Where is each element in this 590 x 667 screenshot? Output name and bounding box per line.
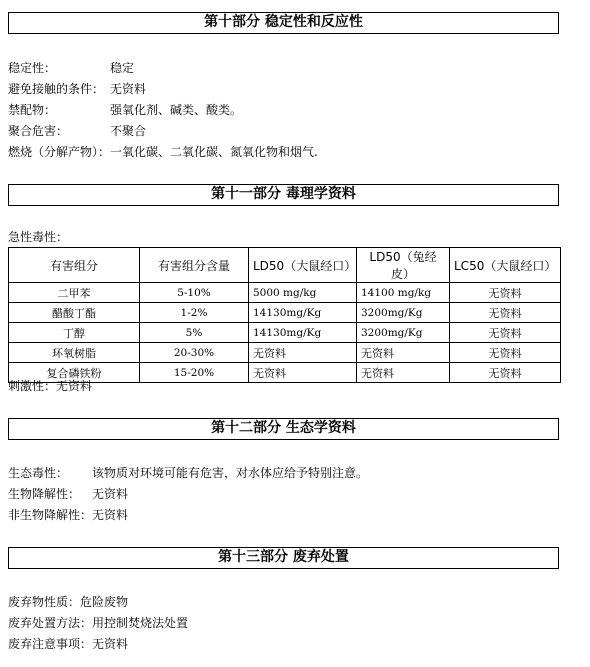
row-key: 稳定性： bbox=[8, 61, 57, 75]
col-header: LC50（大鼠经口） bbox=[450, 248, 561, 283]
biodegradability-row bbox=[8, 486, 129, 502]
cell-content: 1-2% bbox=[140, 303, 249, 323]
col-header: 有害组分含量 bbox=[140, 248, 249, 283]
cell-ld50-dermal: 无资料 bbox=[357, 363, 450, 383]
row-key: 禁配物： bbox=[8, 103, 57, 117]
disposal-notes-row bbox=[8, 636, 128, 652]
cell-component: 二甲苯 bbox=[9, 283, 140, 303]
cell-ld50-dermal: 无资料 bbox=[357, 343, 450, 363]
cell-ld50-dermal: 14100 mg/kg bbox=[357, 283, 450, 303]
table-header-row bbox=[9, 248, 561, 283]
row-value: 不聚合 bbox=[110, 124, 147, 138]
col-header: 有害组分 bbox=[9, 248, 140, 283]
row-value: 该物质对环境可能有危害，对水体应给予特别注意。 bbox=[92, 466, 369, 480]
cell-ld50-dermal: 3200mg/Kg bbox=[357, 303, 450, 323]
cell-lc50: 无资料 bbox=[450, 323, 561, 343]
cell-ld50-oral: 无资料 bbox=[249, 363, 357, 383]
row-key: 废弃处置方法： bbox=[8, 616, 93, 630]
cell-ld50-oral: 5000 mg/kg bbox=[249, 283, 357, 303]
cell-component: 醋酸丁酯 bbox=[9, 303, 140, 323]
row-value: 一氧化碳、二氧化碳、氮氧化物和烟气. bbox=[110, 145, 318, 159]
irritation-line: 刺激性：无资料 bbox=[8, 379, 93, 393]
section-12-title: 第十二部分 生态学资料 bbox=[8, 418, 559, 440]
combustion-row bbox=[8, 144, 318, 160]
section-13-title: 第十三部分 废弃处置 bbox=[8, 547, 559, 569]
cell-lc50: 无资料 bbox=[450, 363, 561, 383]
col-header: LD50（兔经皮） bbox=[357, 248, 450, 283]
row-key: 废弃注意事项： bbox=[8, 637, 93, 651]
cell-component: 复合磷铁粉 bbox=[9, 363, 140, 383]
table-row bbox=[9, 283, 561, 303]
cell-content: 20-30% bbox=[140, 343, 249, 363]
cell-ld50-dermal: 3200mg/Kg bbox=[357, 323, 450, 343]
cell-component: 丁醇 bbox=[9, 323, 140, 343]
row-key: 生态毒性： bbox=[8, 466, 69, 480]
disposal-method-row bbox=[8, 615, 188, 631]
table-row bbox=[9, 343, 561, 363]
row-value: 无资料 bbox=[92, 637, 129, 651]
row-value: 危险废物 bbox=[80, 595, 129, 609]
conditions-row bbox=[8, 81, 147, 97]
cell-content: 15-20% bbox=[140, 363, 249, 383]
row-value: 强氧化剂、碱类、酸类。 bbox=[110, 103, 243, 117]
row-key: 燃烧（分解产物）： bbox=[8, 145, 111, 159]
stability-row bbox=[8, 60, 135, 76]
col-header: LD50（大鼠经口） bbox=[249, 248, 357, 283]
section-11-title: 第十一部分 毒理学资料 bbox=[8, 184, 559, 206]
ecotoxicity-row bbox=[8, 465, 369, 481]
cell-content: 5-10% bbox=[140, 283, 249, 303]
cell-lc50: 无资料 bbox=[450, 343, 561, 363]
row-key: 非生物降解性： bbox=[8, 508, 93, 522]
cell-ld50-oral: 14130mg/Kg bbox=[249, 303, 357, 323]
toxicity-table bbox=[8, 247, 561, 383]
cell-lc50: 无资料 bbox=[450, 303, 561, 323]
row-value: 用控制焚烧法处置 bbox=[92, 616, 189, 630]
cell-content: 5% bbox=[140, 323, 249, 343]
table-row bbox=[9, 303, 561, 323]
row-key: 避免接触的条件： bbox=[8, 82, 105, 96]
polymerization-row bbox=[8, 123, 147, 139]
row-key: 废弃物性质： bbox=[8, 595, 81, 609]
section-10-title: 第十部分 稳定性和反应性 bbox=[8, 12, 559, 34]
table-row bbox=[9, 323, 561, 343]
cell-ld50-oral: 14130mg/Kg bbox=[249, 323, 357, 343]
waste-nature-row bbox=[8, 594, 128, 610]
row-key: 聚合危害： bbox=[8, 124, 69, 138]
row-value: 无资料 bbox=[110, 82, 147, 96]
cell-ld50-oral: 无资料 bbox=[249, 343, 357, 363]
acute-toxicity-label: 急性毒性： bbox=[8, 230, 69, 244]
cell-lc50: 无资料 bbox=[450, 283, 561, 303]
row-key: 生物降解性： bbox=[8, 487, 81, 501]
abiotic-degradability-row bbox=[8, 507, 129, 523]
incompatible-row bbox=[8, 102, 243, 118]
row-value: 稳定 bbox=[110, 61, 135, 75]
row-value: 无资料 bbox=[92, 508, 129, 522]
row-value: 无资料 bbox=[92, 487, 129, 501]
cell-component: 环氧树脂 bbox=[9, 343, 140, 363]
